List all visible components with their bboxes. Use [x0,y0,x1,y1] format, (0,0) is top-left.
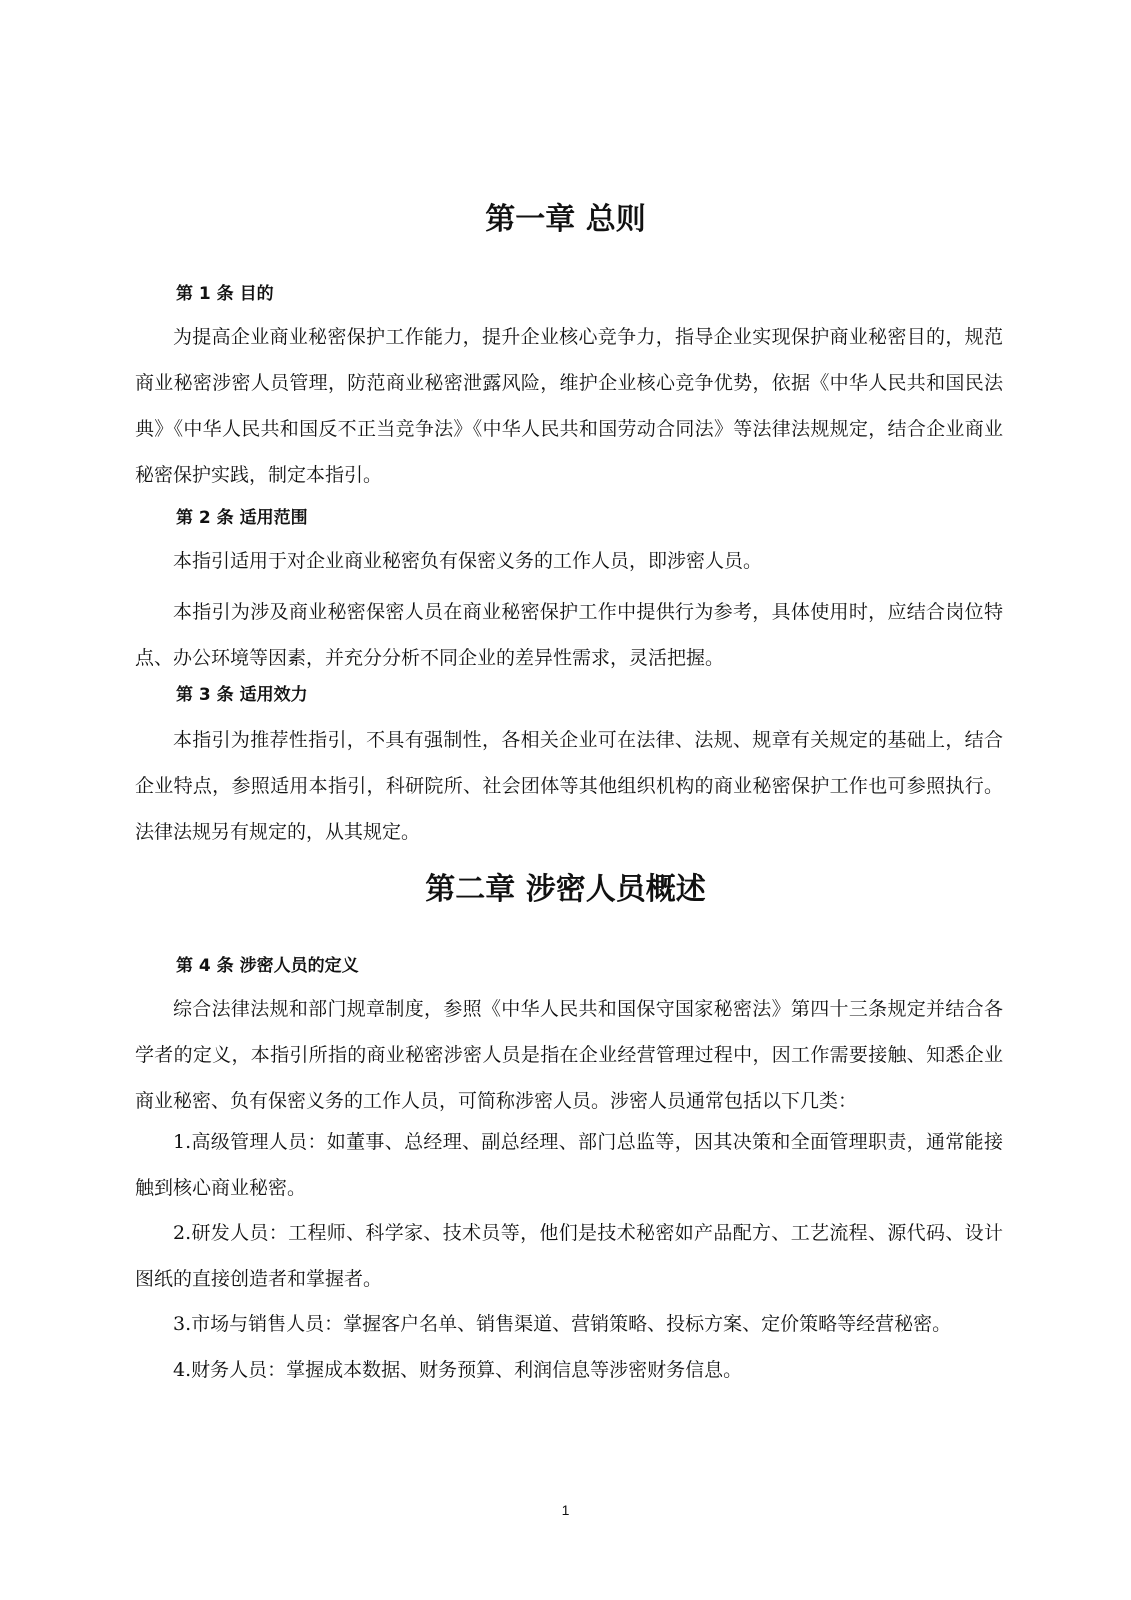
article-4-item-3: 3.市场与销售人员：掌握客户名单、销售渠道、营销策略、投标方案、定价策略等经营秘密。 [173,1313,952,1335]
article-2-heading: 第 2 条 适用范围 [176,508,308,528]
article-4-definition: 综合法律法规和部门规章制度，参照《中华人民共和国保守国家秘密法》第四十三条规定并结合各学者的定义，本指引所指的商业秘密涉密人员是指在企业经营管理过程中，因工作需要接触、知悉企业商业秘密、负有保密义务的工作人员，可简称涉密人员。涉密人员通常包括以下几类： [135,998,1003,1112]
article-1-paragraph: 为提高企业商业秘密保护工作能力，提升企业核心竞争力，指导企业实现保护商业秘密目的，规范商业秘密涉密人员管理，防范商业秘密泄露风险，维护企业核心竞争优势，依据《中华人民共和国民法典》《中华人民共和国反不正当竞争法》《中华人民共和国劳动合同法》等法律法规规定，结合企业商业秘密保护实践，制定本指引。 [135,326,1003,486]
article-1-heading: 第 1 条 目的 [176,284,274,304]
page-number: 1 [561,1502,570,1518]
article-2-paragraph-2: 本指引为涉及商业秘密保密人员在商业秘密保护工作中提供行为参考，具体使用时，应结合岗位特点、办公环境等因素，并充分分析不同企业的差异性需求，灵活把握。 [135,601,1003,669]
article-4-item-1: 1.高级管理人员：如董事、总经理、副总经理、部门总监等，因其决策和全面管理职责，通常能接触到核心商业秘密。 [135,1131,1003,1199]
article-4-item-2: 2.研发人员：工程师、科学家、技术员等，他们是技术秘密如产品配方、工艺流程、源代码、设计图纸的直接创造者和掌握者。 [135,1222,1003,1290]
article-4-heading: 第 4 条 涉密人员的定义 [176,956,359,976]
article-3-heading: 第 3 条 适用效力 [176,685,308,705]
chapter-1-title: 第一章 总则 [485,202,646,237]
article-4-item-4: 4.财务人员：掌握成本数据、财务预算、利润信息等涉密财务信息。 [173,1359,743,1381]
article-3-paragraph: 本指引为推荐性指引，不具有强制性，各相关企业可在法律、法规、规章有关规定的基础上，结合企业特点，参照适用本指引，科研院所、社会团体等其他组织机构的商业秘密保护工作也可参照执行。法律法规另有规定的，从其规定。 [135,729,1003,843]
chapter-2-title: 第二章 涉密人员概述 [425,872,706,907]
article-2-paragraph-1: 本指引适用于对企业商业秘密负有保密义务的工作人员，即涉密人员。 [173,550,763,572]
